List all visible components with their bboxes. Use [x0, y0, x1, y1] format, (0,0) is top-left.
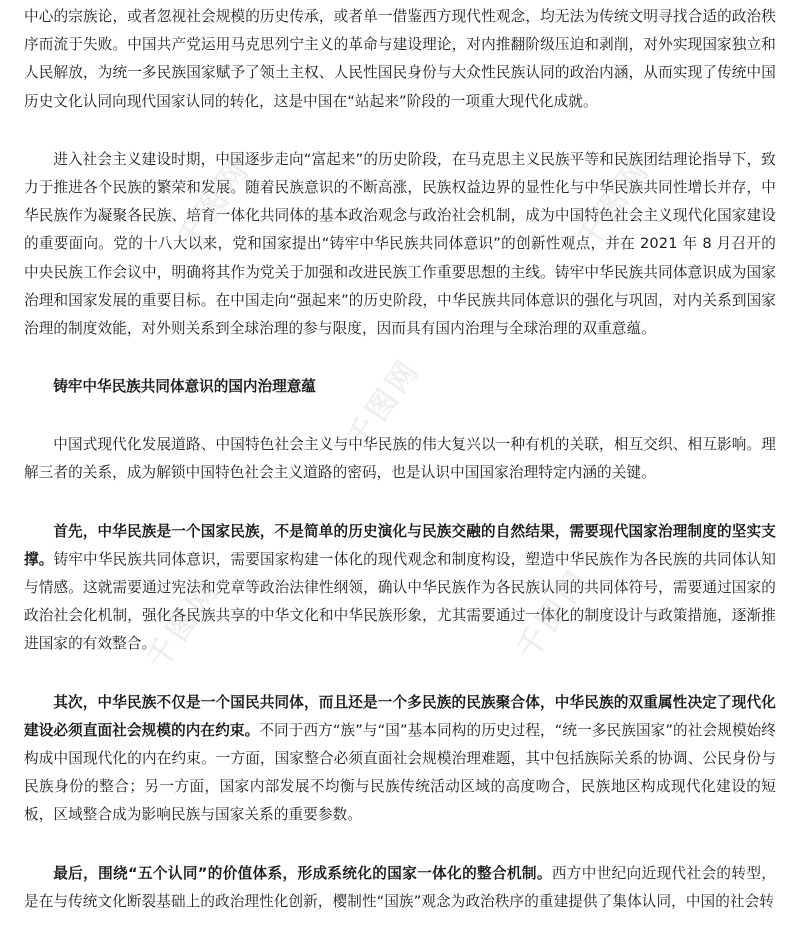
watermark: 千图网: [510, 562, 598, 666]
paragraph-6: [24, 860, 776, 916]
paragraph-5-text: 不同于西方“族”与“国”基本同构的历史过程，“统一多民族国家”的社会规模始终构成中国现代化的内在约束。一方面，国家整合必须直面社会规模治理难题，其中包括族际关系的协调、公民身份与民族身份的整合；另一方面，国家内部发展不均衡与民族传统活动区域的高度吻合，民族地区构成现代化建设的短板，区域整合成为影响民族与国家关系的重要参数。: [24, 721, 776, 824]
paragraph-6-text: 西方中世纪向近现代社会的转型，是在与传统文化断裂基础上的政治理性化创新，樱制性“国族”观念为政治秩序的重建提供了集体认同，中国的社会转: [24, 864, 776, 910]
watermark: 千图网: [170, 152, 258, 256]
paragraph-5-bold-lead: 其次，中华民族不仅是一个国民共同体，而且还是一个多民族的民族聚合体，中华民族的双重属性决定了现代化建设必须直面社会规模的内在约束。: [24, 693, 776, 739]
watermark: 千图网: [140, 572, 228, 676]
paragraph-6-bold-lead: 最后，围绕“五个认同”的价值体系，形成系统化的国家一体化的整合机制。: [53, 864, 552, 882]
paragraph-5: [24, 689, 776, 830]
paragraph-2: [24, 146, 776, 343]
section-heading: 铸牢中华民族共同体意识的国内治理意蕴: [53, 378, 316, 396]
document-page: [24, 3, 776, 946]
paragraph-3: [24, 431, 776, 487]
paragraph-3-text: 中国式现代化发展道路、中国特色社会主义与中华民族的伟大复兴以一种有机的关联，相互交织、相互影响。理解三者的关系，成为解锁中国特色社会主义道路的密码，也是认识中国国家治理特定内涵的关键。: [24, 436, 776, 482]
watermark: 千图网: [340, 352, 428, 456]
paragraph-1-text: 中心的宗族论，或者忽视社会规模的历史传承，或者单一借鉴西方现代性观念，均无法为传统文明寻找合适的政治秩序而流于失败。中国共产党运用马克思列宁主义的革命与建设理论，对内推翻阶级压迫和剥削，对外实现国家独立和人民解放，为统一多民族国家赋予了领土主权、人民性国民身份与大众性民族认同的政治内涵，从而实现了传统中国历史文化认同向现代国家认同的转化，这是中国在“站起来”阶段的一项重大现代化成就。: [24, 8, 776, 110]
paragraph-1: [24, 3, 776, 116]
watermark: 千图网: [570, 152, 658, 256]
paragraph-4-text: 铸牢中华民族共同体意识，需要国家构建一体化的现代观念和制度构设，塑造中华民族作为各民族的共同体认知与情感。这就需要通过宪法和党章等政治法律性纲领，确认中华民族作为各民族认同的共同体符号，需要通过国家的政治社会化机制，强化各民族共享的中华文化和中华民族形象，尤其需要通过一体化的制度设计与政策措施，逐渐推进国家的有效整合。: [24, 550, 777, 653]
paragraph-4-bold-lead: 首先，中华民族是一个国家民族，不是简单的历史演化与民族交融的自然结果，需要现代国家治理制度的坚实支撑。: [24, 522, 776, 568]
paragraph-4: [24, 518, 776, 659]
paragraph-2-text: 进入社会主义建设时期，中国逐步走向“富起来”的历史阶段，在马克思主义民族平等和民族团结理论指导下，致力于推进各个民族的繁荣和发展。随着民族意识的不断高涨，民族权益边界的显性化与中华民族共同性增长并存，中华民族作为凝聚各民族、培育一体化共同体的基本政治观念与政治社会机制，成为中国特色社会主义现代化国家建设的重要面向。党的十八大以来，党和国家提出“铸牢中华民族共同体意识”的创新性观点，并在 2021 年 8 月召开的中央民族工作会议中，明确将其作为党关于加强和改进民族工作重要思想的主线。铸牢中华民族共同体意识成为国家治理和国家发展的重要目标。在中国走向“强起来”的历史阶段，中华民族共同体意识的强化与巩固，对内关系到国家治理的制度效能，对外则关系到全球治理的参与限度，因而具有国内治理与全球治理的双重意蕴。: [24, 150, 776, 338]
